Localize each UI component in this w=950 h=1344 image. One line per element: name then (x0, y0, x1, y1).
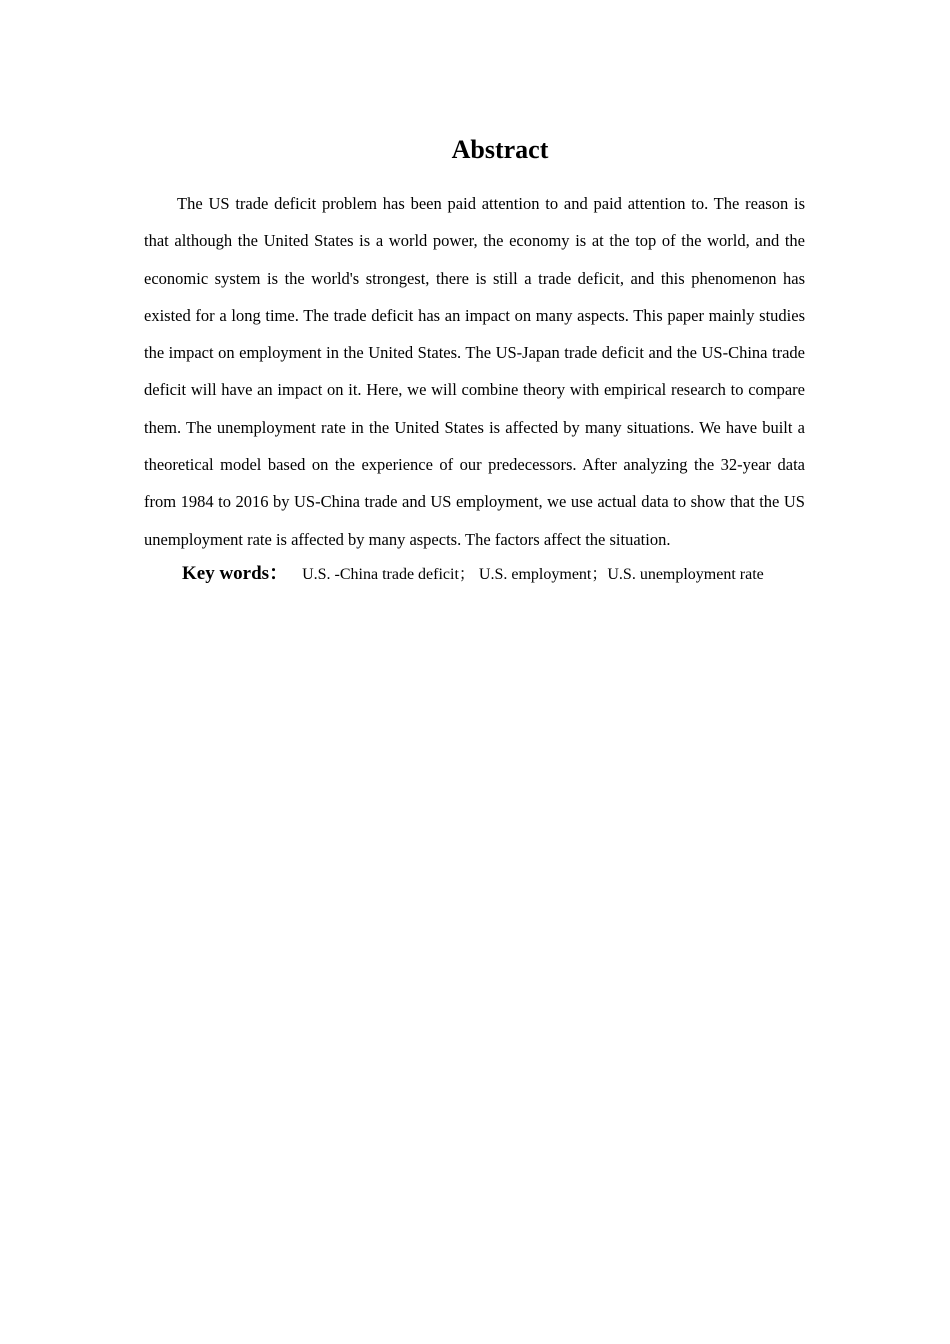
abstract-paragraph: The US trade deficit problem has been paid attention to and paid attention to. The reason is that although the United States is a world power, the economy is at the top of the world, and the economic system is the world's strongest, there is still a trade deficit, and this phenomenon has existed for a long time. The trade deficit has an impact on many aspects. This paper mainly studies the impact on employment in the United States. The US-Japan trade deficit and the US-China trade deficit will have an impact on it. Here, we will combine theory with empirical research to compare them. The unemployment rate in the United States is affected by many situations. We have built a theoretical model based on the experience of our predecessors. After analyzing the 32-year data from 1984 to 2016 by US-China trade and US employment, we use actual data to show that the US unemployment rate is affected by many aspects. The factors affect the situation. (144, 194, 805, 549)
keywords-list: U.S. -China trade deficit； U.S. employment；U.S. unemployment rate (302, 566, 764, 583)
abstract-title: Abstract (451, 135, 549, 164)
keywords-label: Key words： (182, 563, 289, 584)
keywords-line (182, 561, 842, 588)
